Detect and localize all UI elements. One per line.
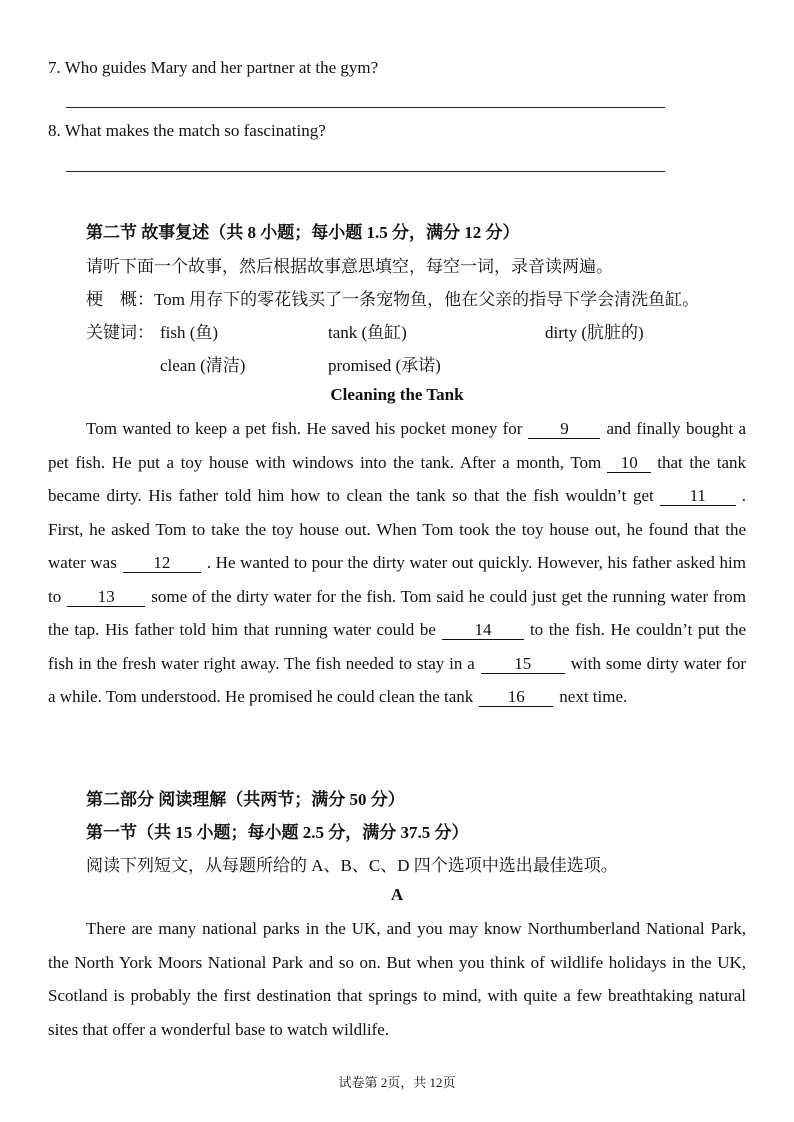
keyword-item: dirty (肮脏的) <box>545 323 644 342</box>
story-text: that the tank became dirty. His father told him how to clean the tank so that the fish wouldn’t get <box>48 452 746 505</box>
question-8: 8. What makes the match so fascinating? <box>48 121 326 140</box>
story-text: . He wanted to pour the dirty water out quickly. However, his father asked him to <box>48 553 746 606</box>
keyword-item: tank (鱼缸) <box>328 323 407 342</box>
blank-15: 15 <box>481 655 565 674</box>
section-2-heading: 第二节 故事复述（共 8 小题；每小题 1.5 分，满分 12 分） <box>86 223 520 242</box>
story-text: to the fish. He couldn’t put the fish in the fresh water right away. The fish needed to stay in a <box>48 620 746 673</box>
story-title: Cleaning the Tank <box>330 385 464 404</box>
part-2-heading: 第二部分 阅读理解（共两节；满分 50 分） <box>86 790 405 809</box>
blank-14: 14 <box>442 621 524 640</box>
blank-11: 11 <box>660 487 736 506</box>
keyword-item: clean (清洁) <box>160 356 246 375</box>
page-footer: 试卷第 2页，共 12页 <box>338 1075 456 1090</box>
story-text: . First, he asked Tom to take the toy house out. When Tom took the toy house out, he found that the water was <box>48 486 746 572</box>
section-2-instruction: 请听下面一个故事，然后根据故事意思填空，每空一词，录音读两遍。 <box>86 257 613 276</box>
answer-line-8 <box>66 171 665 172</box>
story-text: next time. <box>559 687 628 706</box>
passage-a-paragraph: There are many national parks in the UK, and you may know Northumberland National Park, the North York Moors National Park and so on. But when you think of wildlife holidays in the UK, Scotland is probably the first destination that springs to mind, with quite a few breathtaking natural sites that offer a wonderful base to watch wildlife. <box>48 919 746 1039</box>
keyword-item: promised (承诺) <box>328 356 441 375</box>
blank-9: 9 <box>528 420 600 439</box>
blank-12: 12 <box>123 554 201 573</box>
story-text: some of the dirty water for the fish. Tom said he could just get the running water from the tap. His father told him that running water could be <box>48 586 746 639</box>
keyword-item: fish (鱼) <box>160 323 219 342</box>
summary-label: 梗 概： <box>86 290 154 309</box>
story-paragraph <box>48 412 746 714</box>
summary-row <box>86 285 699 310</box>
blank-10: 10 <box>607 454 651 473</box>
answer-line-7 <box>66 107 665 108</box>
blank-16: 16 <box>479 688 553 707</box>
question-7: 7. Who guides Mary and her partner at the gym? <box>48 58 379 77</box>
part-2-section-1-heading: 第一节（共 15 小题；每小题 2.5 分，满分 37.5 分） <box>86 823 469 842</box>
story-text: Tom wanted to keep a pet fish. He saved his pocket money for <box>86 419 523 438</box>
part-2-instruction: 阅读下列短文，从每题所给的 A、B、C、D 四个选项中选出最佳选项。 <box>86 856 618 875</box>
story-text: and finally bought a pet fish. He put a toy house with windows into the tank. After a month, Tom <box>48 419 746 472</box>
passage-label: A <box>390 885 404 904</box>
story-text: with some dirty water for a while. Tom understood. He promised he could clean the tank <box>48 653 747 706</box>
blank-13: 13 <box>67 588 145 607</box>
keywords-label: 关键词： <box>86 323 154 342</box>
summary-text: Tom 用存下的零花钱买了一条宠物鱼，他在父亲的指导下学会清洗鱼缸。 <box>154 290 700 309</box>
